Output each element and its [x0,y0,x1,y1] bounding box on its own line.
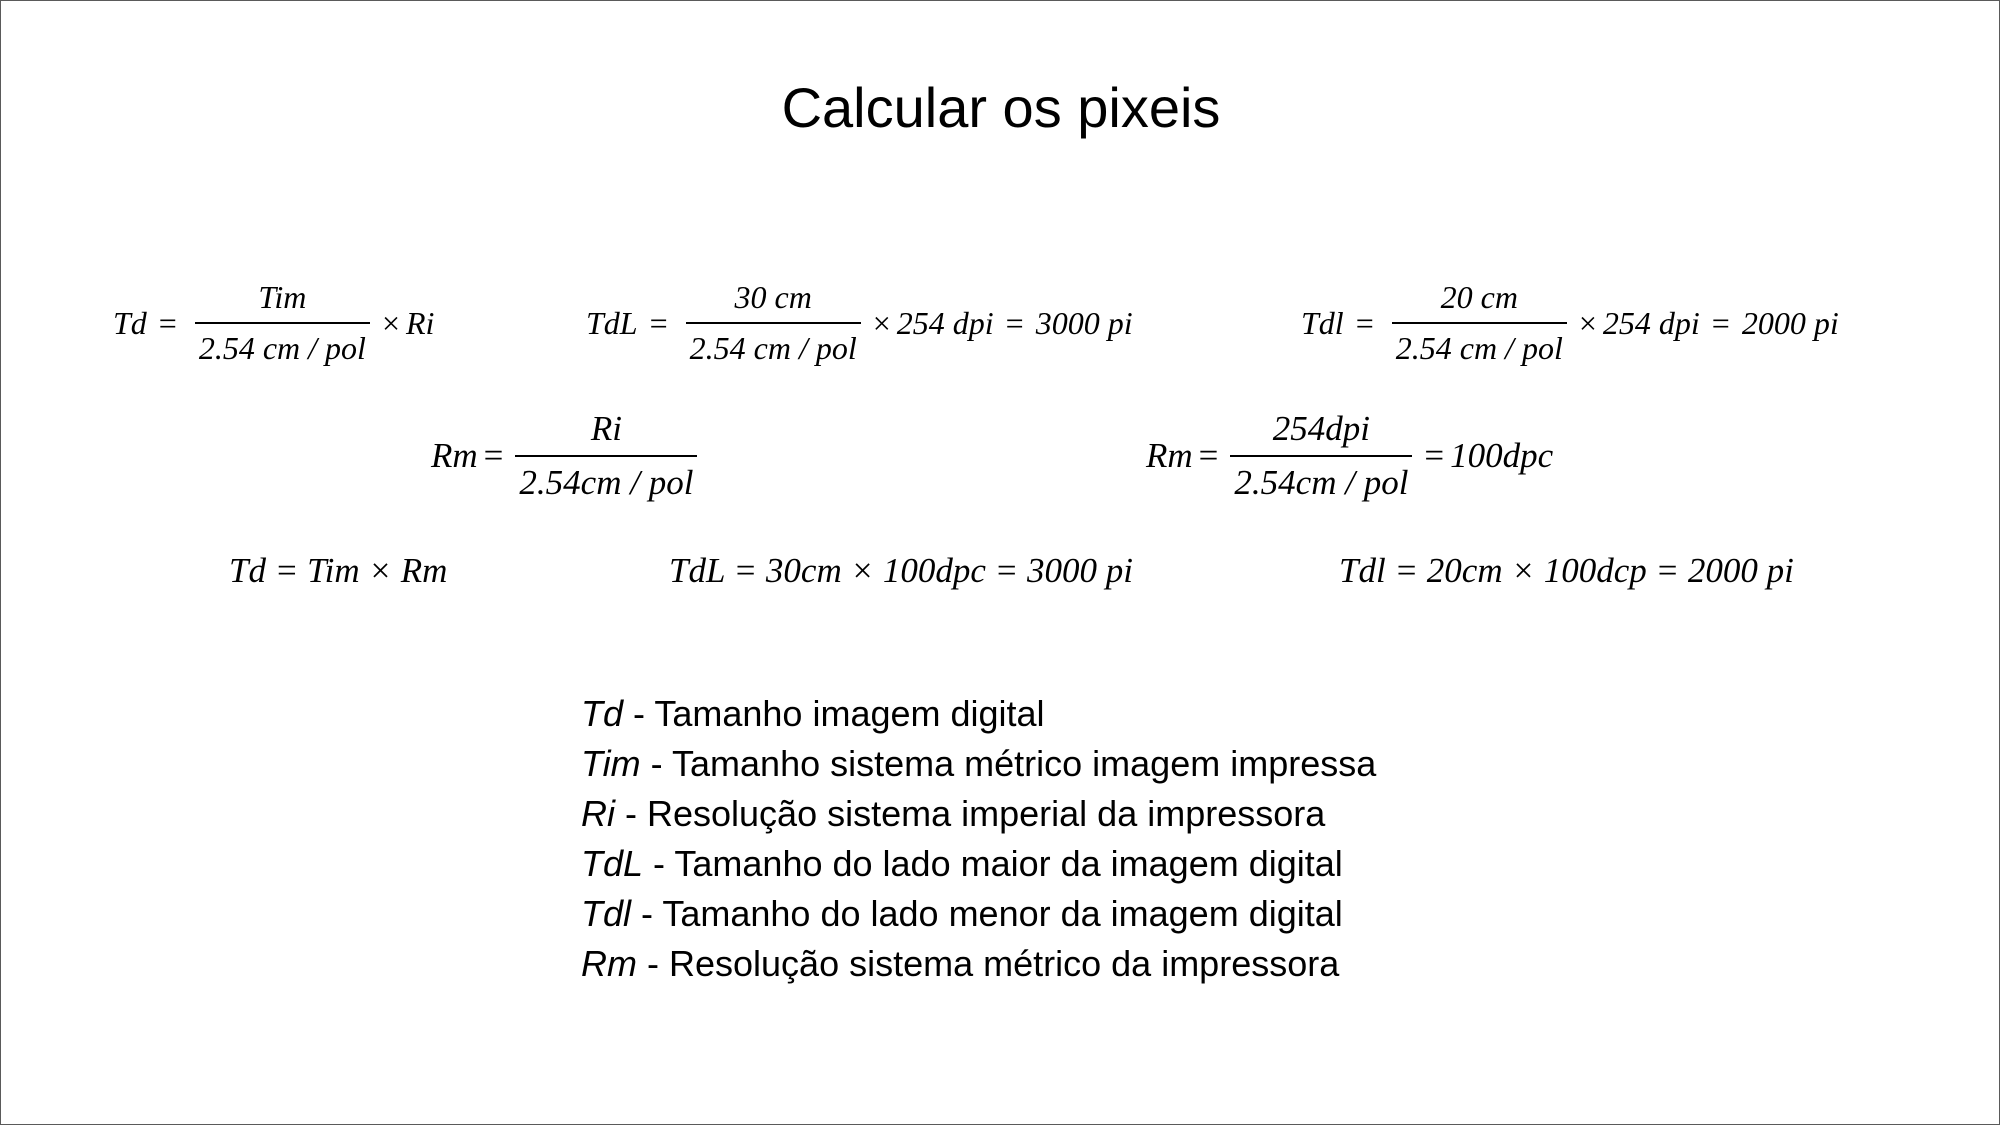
equals-sign: = [649,304,668,341]
equation-td-product [229,551,447,591]
equation-tdl-minor-product [1339,551,1794,591]
fraction-numerator: Ri [590,409,622,448]
eq-lhs: Tdl [1301,304,1344,341]
eq-result: 100dpc [1450,436,1554,475]
equation-tdl-major [586,279,1133,367]
fraction [195,279,370,367]
eq-lhs: Rm [431,436,478,475]
legend-description: - Resolução sistema métrico da impressora [637,943,1340,984]
legend-symbol: Td [581,693,624,734]
equation-rm-definition [431,409,703,503]
fraction-numerator: Tim [258,279,307,315]
fraction [686,279,861,367]
legend-symbol: Ri [581,793,615,834]
legend-description: - Tamanho imagem digital [623,693,1045,734]
eq-lhs: Rm [1146,436,1193,475]
fraction-numerator: 30 cm [734,279,812,315]
eq-lhs: Td [113,304,147,341]
legend-description: - Tamanho sistema métrico imagem impressa [640,743,1377,784]
eq-result: 2000 pi [1741,304,1839,341]
slide-title: Calcular os pixeis [781,76,1221,139]
legend-symbol: Tdl [581,893,632,934]
legend-item-tdl-minor [581,889,1376,939]
times-sign: × [381,304,400,341]
legend-description: - Tamanho do lado maior da imagem digital [643,843,1343,884]
legend-item-tim [581,739,1376,789]
eq-text: Tdl = 20cm × 100dcp = 2000 pi [1339,551,1794,590]
legend-description: - Tamanho do lado menor da imagem digital [631,893,1343,934]
equation-td-fraction [113,279,434,367]
legend-item-td [581,689,1376,739]
eq-factor: 254 dpi [896,304,994,341]
fraction-denominator: 2.54cm / pol [519,463,694,502]
fraction [1392,279,1567,367]
equals-sign: = [1355,304,1374,341]
equals-sign: = [158,304,177,341]
equals-sign: = [1711,304,1730,341]
legend-symbol: Tim [581,743,641,784]
legend-item-ri [581,789,1376,839]
eq-factor: 254 dpi [1602,304,1700,341]
legend-item-tdl-major [581,839,1376,889]
equation-rm-value [1146,409,1553,503]
equals-sign: = [1005,304,1024,341]
fraction-denominator: 2.54 cm / pol [689,330,857,366]
eq-rhs: Ri [405,304,435,341]
eq-text: TdL = 30cm × 100dpc = 3000 pi [669,551,1133,590]
fraction-numerator: 20 cm [1440,279,1518,315]
fraction-denominator: 2.54 cm / pol [1395,330,1563,366]
legend-item-rm [581,939,1376,989]
equation-tdl-major-product [669,551,1133,591]
times-sign: × [1578,304,1597,341]
fraction [515,409,697,503]
legend-description: - Resolução sistema imperial da impressora [615,793,1326,834]
fraction-denominator: 2.54cm / pol [1234,463,1409,502]
variable-legend [581,689,1376,989]
legend-symbol: TdL [581,843,644,884]
equals-sign: = [483,436,504,475]
fraction-denominator: 2.54 cm / pol [198,330,366,366]
eq-text: Td = Tim × Rm [229,551,448,590]
equation-tdl-minor [1301,279,1839,367]
fraction [1230,409,1412,503]
equals-sign: = [1198,436,1219,475]
times-sign: × [872,304,891,341]
eq-lhs: TdL [586,304,638,341]
fraction-numerator: 254dpi [1272,409,1371,448]
eq-result: 3000 pi [1035,304,1133,341]
equals-sign: = [1424,436,1445,475]
legend-symbol: Rm [581,943,637,984]
